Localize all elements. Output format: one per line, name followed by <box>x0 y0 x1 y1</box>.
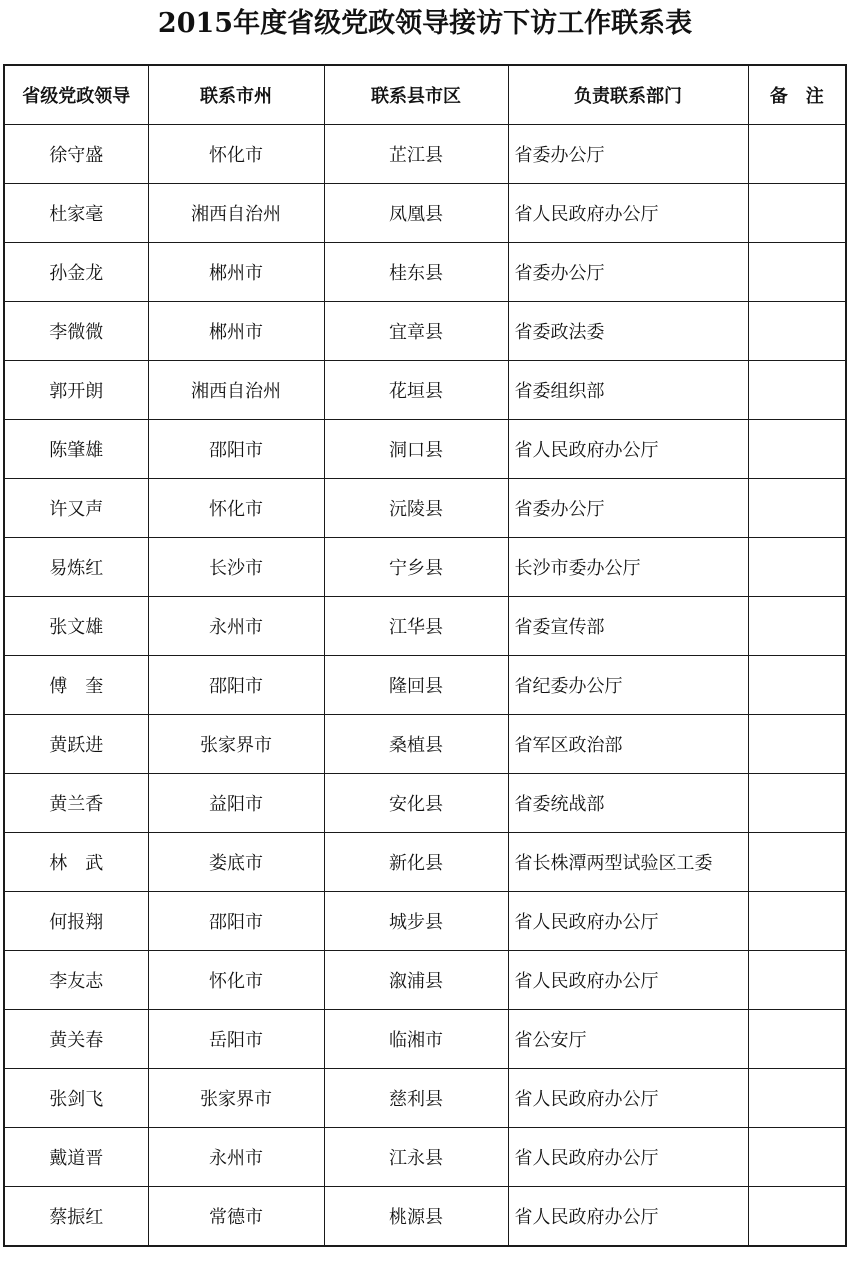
cell-county: 花垣县 <box>324 361 508 420</box>
cell-county: 芷江县 <box>324 125 508 184</box>
contact-table <box>3 64 847 1247</box>
cell-note <box>748 1128 846 1187</box>
cell-leader: 黄关春 <box>4 1010 148 1069</box>
cell-city: 邵阳市 <box>148 656 324 715</box>
table-row <box>4 597 846 656</box>
table-header-row <box>4 65 846 125</box>
cell-county: 桃源县 <box>324 1187 508 1247</box>
cell-department: 省人民政府办公厅 <box>508 1187 748 1247</box>
cell-note <box>748 184 846 243</box>
cell-county: 洞口县 <box>324 420 508 479</box>
cell-leader: 傅 奎 <box>4 656 148 715</box>
header-note: 备 注 <box>748 65 846 125</box>
cell-department: 省长株潭两型试验区工委 <box>508 833 748 892</box>
cell-city: 邵阳市 <box>148 420 324 479</box>
cell-note <box>748 715 846 774</box>
table-row <box>4 1187 846 1247</box>
header-leader: 省级党政领导 <box>4 65 148 125</box>
cell-department: 省人民政府办公厅 <box>508 1128 748 1187</box>
header-department: 负责联系部门 <box>508 65 748 125</box>
table-row <box>4 479 846 538</box>
cell-city: 怀化市 <box>148 125 324 184</box>
table-row <box>4 715 846 774</box>
cell-note <box>748 420 846 479</box>
cell-department: 省军区政治部 <box>508 715 748 774</box>
table-row <box>4 184 846 243</box>
cell-leader: 黄跃进 <box>4 715 148 774</box>
cell-county: 宜章县 <box>324 302 508 361</box>
cell-note <box>748 125 846 184</box>
cell-department: 省委政法委 <box>508 302 748 361</box>
table-row <box>4 892 846 951</box>
cell-city: 怀化市 <box>148 479 324 538</box>
cell-county: 安化县 <box>324 774 508 833</box>
cell-note <box>748 1069 846 1128</box>
cell-city: 常德市 <box>148 1187 324 1247</box>
cell-city: 永州市 <box>148 597 324 656</box>
table-row <box>4 125 846 184</box>
cell-note <box>748 951 846 1010</box>
cell-department: 省人民政府办公厅 <box>508 420 748 479</box>
cell-department: 省公安厅 <box>508 1010 748 1069</box>
cell-county: 凤凰县 <box>324 184 508 243</box>
cell-department: 省委宣传部 <box>508 597 748 656</box>
table-row <box>4 656 846 715</box>
cell-note <box>748 1187 846 1247</box>
cell-city: 长沙市 <box>148 538 324 597</box>
cell-county: 沅陵县 <box>324 479 508 538</box>
cell-department: 省委组织部 <box>508 361 748 420</box>
cell-county: 宁乡县 <box>324 538 508 597</box>
cell-leader: 李友志 <box>4 951 148 1010</box>
table-row <box>4 538 846 597</box>
table-row <box>4 361 846 420</box>
cell-note <box>748 597 846 656</box>
cell-leader: 许又声 <box>4 479 148 538</box>
table-row <box>4 1128 846 1187</box>
header-city: 联系市州 <box>148 65 324 125</box>
cell-leader: 黄兰香 <box>4 774 148 833</box>
table-row <box>4 243 846 302</box>
table-row <box>4 774 846 833</box>
cell-county: 慈利县 <box>324 1069 508 1128</box>
cell-leader: 蔡振红 <box>4 1187 148 1247</box>
cell-department: 省委办公厅 <box>508 243 748 302</box>
cell-county: 江华县 <box>324 597 508 656</box>
cell-department: 省人民政府办公厅 <box>508 1069 748 1128</box>
cell-note <box>748 656 846 715</box>
cell-department: 省委统战部 <box>508 774 748 833</box>
cell-note <box>748 243 846 302</box>
cell-city: 郴州市 <box>148 243 324 302</box>
cell-department: 省委办公厅 <box>508 125 748 184</box>
cell-county: 桂东县 <box>324 243 508 302</box>
header-county: 联系县市区 <box>324 65 508 125</box>
cell-leader: 林 武 <box>4 833 148 892</box>
cell-leader: 易炼红 <box>4 538 148 597</box>
cell-county: 新化县 <box>324 833 508 892</box>
table-row <box>4 1069 846 1128</box>
cell-department: 省人民政府办公厅 <box>508 951 748 1010</box>
cell-leader: 李微微 <box>4 302 148 361</box>
cell-city: 张家界市 <box>148 1069 324 1128</box>
cell-county: 溆浦县 <box>324 951 508 1010</box>
cell-city: 郴州市 <box>148 302 324 361</box>
cell-leader: 戴道晋 <box>4 1128 148 1187</box>
cell-city: 岳阳市 <box>148 1010 324 1069</box>
cell-department: 省纪委办公厅 <box>508 656 748 715</box>
cell-leader: 陈肇雄 <box>4 420 148 479</box>
cell-department: 省人民政府办公厅 <box>508 892 748 951</box>
cell-city: 张家界市 <box>148 715 324 774</box>
contact-table-container <box>3 64 845 1247</box>
cell-county: 江永县 <box>324 1128 508 1187</box>
cell-city: 益阳市 <box>148 774 324 833</box>
cell-department: 长沙市委办公厅 <box>508 538 748 597</box>
table-row <box>4 302 846 361</box>
table-row <box>4 951 846 1010</box>
cell-county: 临湘市 <box>324 1010 508 1069</box>
cell-city: 湘西自治州 <box>148 184 324 243</box>
cell-note <box>748 479 846 538</box>
cell-note <box>748 774 846 833</box>
cell-note <box>748 302 846 361</box>
cell-county: 城步县 <box>324 892 508 951</box>
cell-note <box>748 1010 846 1069</box>
table-row <box>4 833 846 892</box>
cell-county: 隆回县 <box>324 656 508 715</box>
cell-leader: 张文雄 <box>4 597 148 656</box>
cell-city: 邵阳市 <box>148 892 324 951</box>
cell-city: 娄底市 <box>148 833 324 892</box>
cell-note <box>748 892 846 951</box>
table-row <box>4 1010 846 1069</box>
cell-city: 永州市 <box>148 1128 324 1187</box>
cell-leader: 何报翔 <box>4 892 148 951</box>
document-title: 2015年度省级党政领导接访下访工作联系表 <box>157 8 693 39</box>
cell-leader: 杜家毫 <box>4 184 148 243</box>
cell-county: 桑植县 <box>324 715 508 774</box>
cell-city: 湘西自治州 <box>148 361 324 420</box>
cell-department: 省人民政府办公厅 <box>508 184 748 243</box>
cell-department: 省委办公厅 <box>508 479 748 538</box>
cell-note <box>748 538 846 597</box>
cell-note <box>748 833 846 892</box>
cell-leader: 郭开朗 <box>4 361 148 420</box>
table-row <box>4 420 846 479</box>
cell-leader: 徐守盛 <box>4 125 148 184</box>
table-body <box>4 125 846 1247</box>
cell-city: 怀化市 <box>148 951 324 1010</box>
cell-leader: 张剑飞 <box>4 1069 148 1128</box>
cell-note <box>748 361 846 420</box>
cell-leader: 孙金龙 <box>4 243 148 302</box>
